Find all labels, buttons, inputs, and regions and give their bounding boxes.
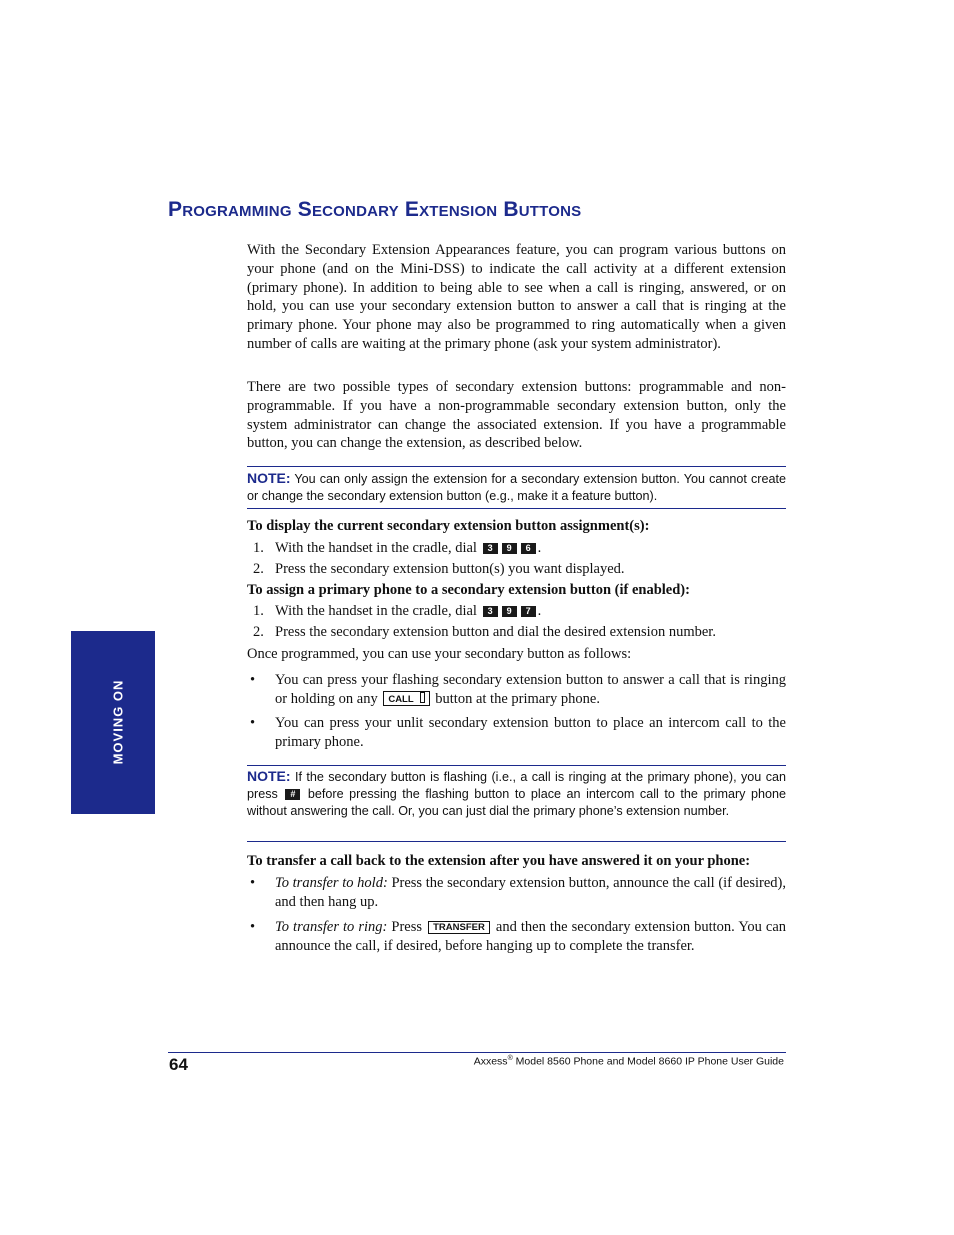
step-end: . [537, 540, 542, 556]
types-paragraph: There are two possible types of secondary extension buttons: programmable and non-programmable. If you have a non-programmable secondary extension button, only the system administrator can change the associated extension. If you have a programmable button, you can change the extension, as described below. [247, 379, 786, 452]
page-number: 64 [169, 1055, 188, 1074]
dial-key: 6 [521, 543, 536, 554]
bullet-text: and then the secondary extension button. You can announce the call, if desired, before hanging up to complete the transfer. [275, 919, 787, 954]
step-number: 1. [253, 603, 264, 619]
note-label: NOTE: [247, 768, 291, 784]
step-end: . [537, 603, 542, 619]
dial-key: 3 [483, 543, 498, 554]
led-icon [420, 692, 425, 703]
procedure-title: To assign a primary phone to a secondary extension button (if enabled): [247, 582, 690, 598]
step-number: 2. [253, 561, 264, 577]
list-item [247, 874, 786, 912]
bullet-lead: To transfer to ring: [275, 919, 388, 935]
list-item [247, 714, 786, 752]
procedure-step [253, 540, 793, 557]
dial-key: 3 [483, 606, 498, 617]
step-text: With the handset in the cradle, dial [275, 540, 477, 556]
procedure-title: To transfer a call back to the extension after you have answered it on your phone: [247, 853, 751, 869]
section-tab-label: MOVING ON [110, 679, 126, 765]
note-text: If the secondary button is flashing (i.e., a call is ringing at the primary phone), you can press [247, 770, 787, 801]
registered-mark: ® [507, 1055, 513, 1062]
bullet-text: button at the primary phone. [435, 690, 600, 707]
step-number: 2. [253, 624, 264, 640]
page-title: Programming Secondary Extension Buttons [168, 198, 582, 221]
dial-key: 7 [521, 606, 536, 617]
list-item [247, 918, 786, 956]
usage-intro: Once programmed, you can use your secondary button as follows: [247, 646, 632, 662]
bullet-text: Press the secondary extension button, announce the call (if desired), and then hang up. [275, 875, 786, 910]
step-text: With the handset in the cradle, dial [275, 603, 477, 619]
footer-title [474, 1055, 784, 1068]
bullet-text: You can press your unlit secondary extension button to place an intercom call to the primary phone. [275, 715, 786, 750]
note-text: You can only assign the extension for a secondary extension button. You cannot create or change the secondary extension button (e.g., make it a feature button). [247, 472, 786, 503]
footer-brand: Axxess [473, 1055, 508, 1068]
note-label: NOTE: [247, 470, 291, 486]
bullet-icon: • [250, 672, 256, 688]
intro-paragraph: With the Secondary Extension Appearances feature, you can program various buttons on your phone (and on the Mini-DSS) to indicate the call activity at a different extension (primary phone). In addition to being able to see when a call is ringing, answered, or on hold, you can use your secondary extension button to answer a call that is ringing at the primary phone. Your phone may also be programmed to ring automatically when a given number of calls are waiting at the primary phone (ask your system administrator). [247, 242, 786, 352]
transfer-key-icon: TRANSFER [428, 921, 490, 934]
procedure-step [253, 624, 793, 641]
note-box [247, 466, 786, 509]
step-number: 1. [253, 540, 264, 556]
note-box [247, 765, 786, 842]
bullet-icon: • [250, 875, 256, 891]
bullet-lead: To transfer to hold: [275, 875, 388, 891]
dial-key: 9 [502, 543, 517, 554]
procedure-step [253, 561, 793, 578]
list-item [247, 671, 786, 709]
bullet-icon: • [250, 715, 256, 731]
bullet-text: You can press your flashing secondary extension button to answer a call that is ringing or holding on any [275, 672, 786, 707]
step-text: Press the secondary extension button and dial the desired extension number. [275, 624, 716, 640]
footer-guide-title: Model 8560 Phone and Model 8660 IP Phone User Guide [515, 1055, 784, 1068]
bullet-icon: • [250, 919, 256, 935]
bullet-text: Press [391, 919, 423, 935]
procedure-title: To display the current secondary extension button assignment(s): [247, 518, 650, 534]
call-key-icon [383, 691, 429, 706]
key-label: CALL [388, 693, 414, 705]
procedure-step [253, 603, 793, 620]
step-text: Press the secondary extension button(s) you want displayed. [275, 561, 625, 577]
dial-key: 9 [502, 606, 517, 617]
note-text: before pressing the flashing button to place an intercom call to the primary phone without answering the call. Or, you can just dial the primary phone’s extension number. [247, 787, 787, 818]
footer-divider [168, 1052, 786, 1053]
pound-key-icon: # [285, 789, 300, 800]
